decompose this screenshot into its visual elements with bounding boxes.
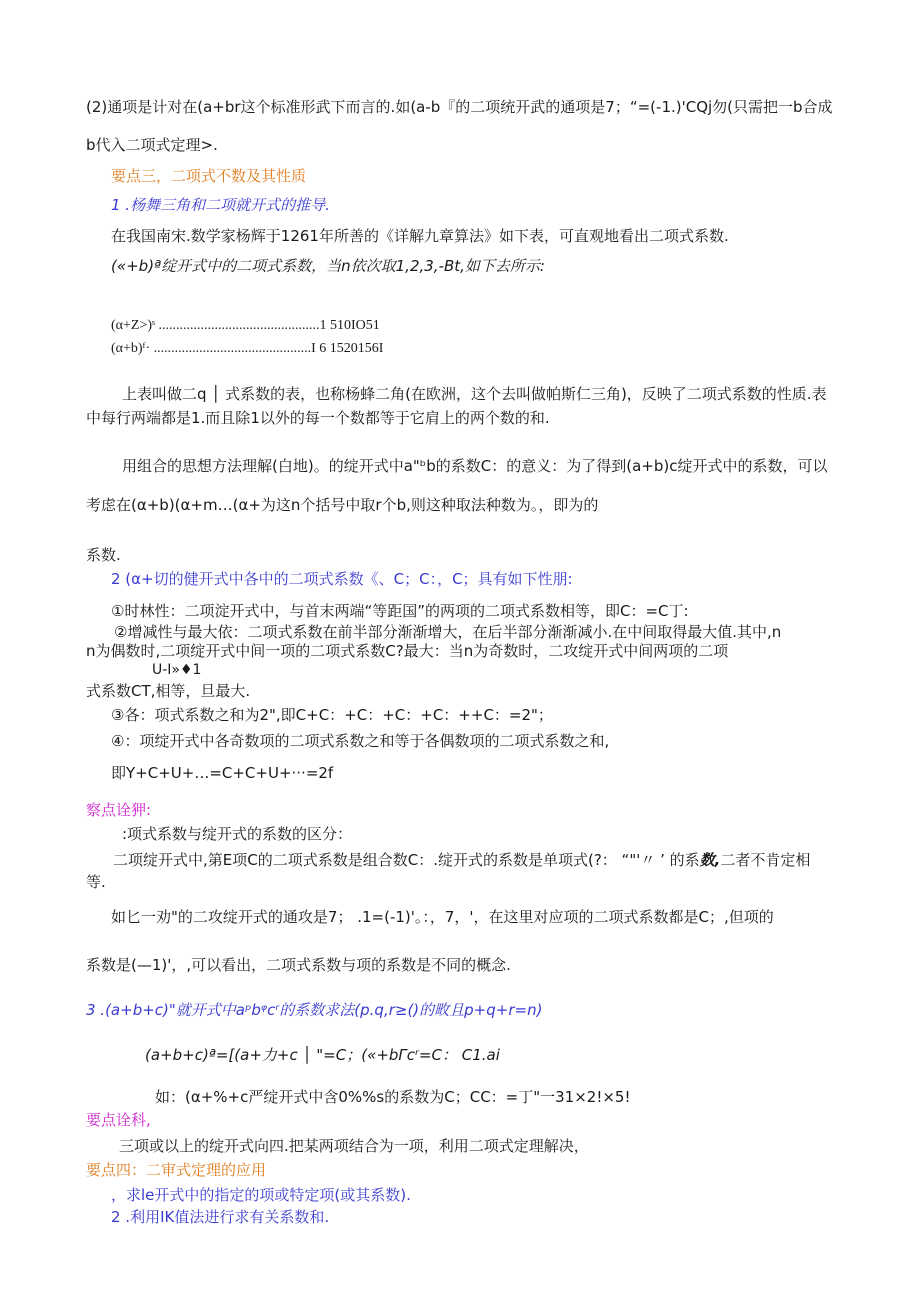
text-line: 在我国南宋.数学家杨辉于1261年所善的《详解九章算法》如下表，可直观地看出二项式系数. [111, 227, 729, 245]
text-line [113, 850, 810, 870]
list-item: ，求le开式中的指定的项或特定项(或其系数). [111, 1186, 411, 1204]
text-line: 用组合的思想方法理解(白地)。的绽开式中a"ᵇb的系数C：的意义：为了得到(a+b)c绽开式中的系数，可以 [122, 457, 828, 475]
text-line: ④：项绽开式中各奇数项的二项式系数之和等于各偶数项的二项式系数之和, [111, 732, 610, 750]
text-line-part: 二者不肯定相 [720, 851, 811, 869]
text-line: 即Y+C+U+…=C+C+U+···=2f [111, 764, 334, 782]
text-line: b代入二项式定理>. [86, 136, 218, 154]
section-heading: 要点三，二项式不数及其性质 [111, 167, 307, 185]
subsection-heading: 3 .(a+b+c)"就开式中aᵖbᵠcʳ的系数求法(p.q,r≥()的畋且p+q+r=n) [86, 1001, 543, 1019]
text-line: n为偶数时,二项绽开式中间一项的二项式系数C?最大：当n为奇数时，二攻绽开式中间两项的二项 [86, 642, 729, 660]
formula-fragment: U-I»♦1 [152, 662, 202, 678]
table-row: (α+Z>)ˢ ..............................................1 510IO51 [111, 318, 380, 333]
text-line: (2)通项是计对在(a+br这个标准形武下而言的.如(a-b『的二项统开武的通项是7；“=(-1.)'CQj勿(只需把一b合成 [86, 98, 833, 116]
formula-line: (a+b+c)ª=[(a+力+c │ "=C；(«+bΓcʳ=C： C1.ai [145, 1046, 500, 1064]
text-line: («+b)ª绽开式中的二项式系数，当n依次取1,2,3,-Bt,如下去所示: [111, 257, 545, 275]
text-line: 等. [86, 873, 106, 891]
text-line: 中每行两端都是1.而且除1以外的每一个数都等于它肩上的两个数的和. [86, 409, 550, 427]
note-heading: 要点诠科, [86, 1111, 151, 1129]
text-line: 考虑在(α+b)(α+m…(α+为这n个括号中取r个b,则这种取法种数为。，即为的 [86, 496, 599, 514]
text-line: ②增减性与最大依：二项式系数在前半部分渐渐增大，在后半部分渐渐减小.在中间取得最大值.其中,n [114, 623, 782, 641]
table-row: (α+b)ᶠ· .............................................I 6 1520156I [111, 341, 384, 356]
text-line: 如：(α+%+c严绽开式中含0%%s的系数为C；CC：=丁"一31×2!×5! [155, 1088, 631, 1106]
text-line-part: 数, [699, 851, 721, 869]
text-line: 上表叫做二q │ 式系数的表，也称杨蜂二角(在欧洲，这个去叫做帕斯仁三角)，反映了二项式系数的性质.表 [122, 385, 827, 403]
subsection-heading: 1 .杨舞三角和二项就开式的推导. [111, 196, 330, 214]
text-line: 三项或以上的绽开式向四.把某两项结合为一项，利用二项式定理解决， [119, 1137, 589, 1155]
list-item: 2 .利用IK值法进行求有关系数和. [111, 1208, 330, 1226]
text-line: :项式系数与绽开式的系数的区分： [122, 825, 353, 843]
text-line: 如匕一劝"的二攻绽开式的通攻是7； .1=(-1)'。：，7，'，在这里对应项的二项式系数都是C；,但项的 [111, 908, 774, 926]
text-line: 式系数CT,相等，旦最大. [86, 682, 251, 700]
text-line: 系数是(—1)'，,可以看出，二项式系数与项的系数是不同的概念. [86, 956, 511, 974]
note-heading: 察点诠狎: [86, 801, 152, 819]
section-heading: 要点四：二审式定理的应用 [86, 1161, 267, 1179]
text-line: ①时林性：二项淀开式中，与首末两端“等距国”的两项的二项式系数相等，即C：=C丁: [111, 602, 689, 620]
text-line: 系数. [86, 546, 121, 564]
text-line-part: 二项绽开式中,第E项C的二项式系数是组合数C：.绽开式的系数是单项式(?： “"'〃 ’ 的系 [113, 851, 700, 869]
subsection-heading: 2 (α+切的健开式中各中的二项式系数《、C；C：，C；具有如下性朋: [111, 570, 573, 588]
text-line: ③各：项式系数之和为2",即C+C：+C：+C：+C：++C：=2"； [111, 706, 553, 724]
